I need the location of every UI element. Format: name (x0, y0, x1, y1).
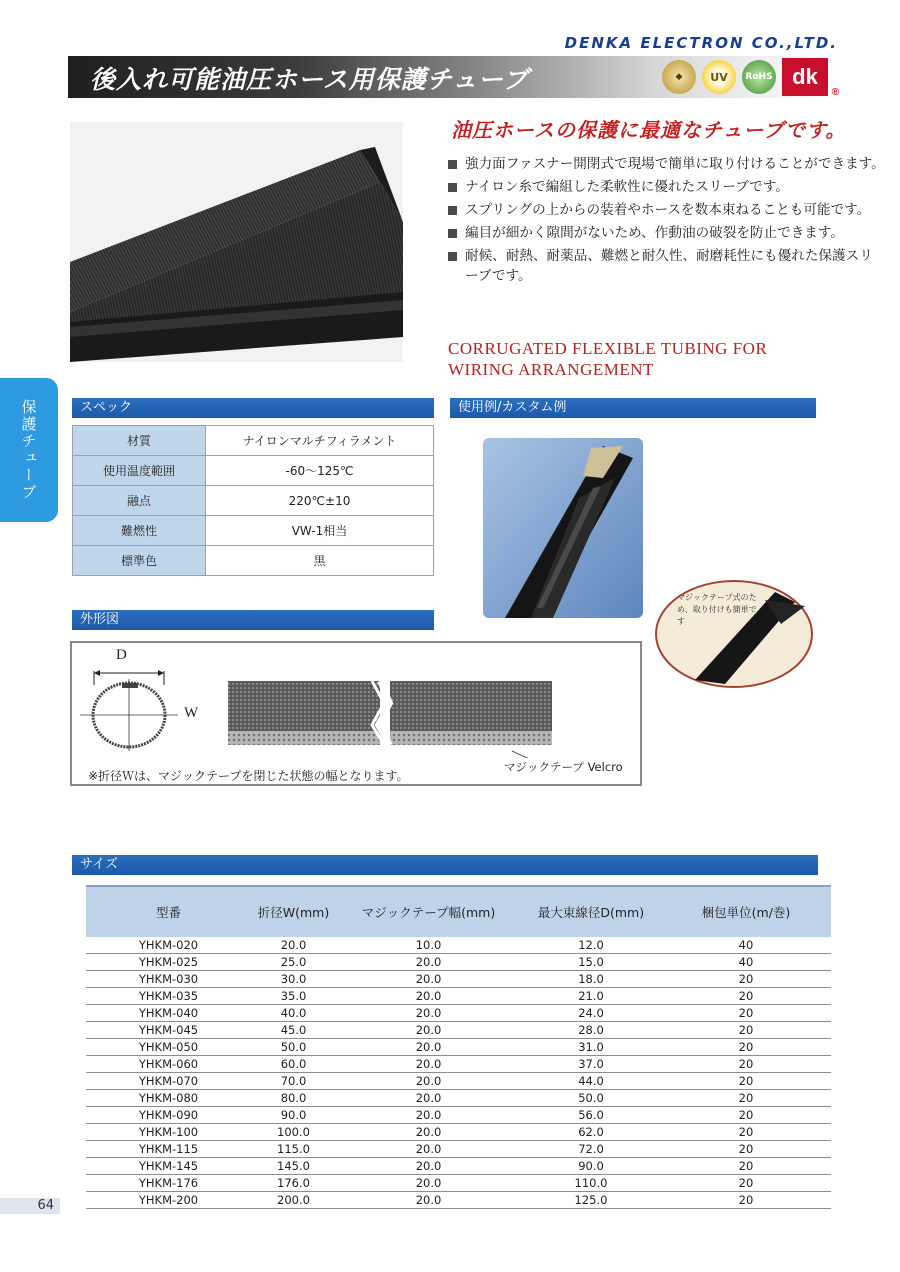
cell-velcro-width: 20.0 (415, 1057, 442, 1071)
cell-velcro-width: 20.0 (415, 1074, 442, 1088)
certification-badges (662, 58, 839, 98)
cell-package-unit: 20 (738, 1159, 754, 1173)
cell-velcro-width: 20.0 (415, 1006, 442, 1020)
cell-package-unit: 20 (738, 1125, 754, 1139)
registered-mark: ® (831, 87, 839, 98)
cell-velcro-width: 20.0 (415, 989, 442, 1003)
cell-package-unit: 20 (738, 1108, 754, 1122)
cell-model: YHKM-080 (138, 1091, 199, 1105)
size-heading: サイズ (72, 855, 818, 875)
cell-max-diameter: 28.0 (578, 1023, 604, 1037)
spec-key: 標準色 (73, 546, 206, 576)
cell-package-unit: 20 (738, 1057, 754, 1071)
spec-heading: スペック (72, 398, 434, 418)
cell-model: YHKM-050 (138, 1040, 199, 1054)
cell-velcro-width: 20.0 (415, 955, 442, 969)
feature-item: 強力面ファスナー開閉式で現場で簡単に取り付けることができます。 (446, 154, 886, 174)
velcro-label: マジックテープ Velcro (504, 760, 623, 774)
spec-value: VW-1相当 (206, 516, 434, 546)
spec-row (73, 456, 434, 486)
spec-value: -60～125℃ (206, 456, 434, 486)
usage-callout: マジックテープ式のため、取り付けも簡単です (677, 593, 757, 626)
spec-row (73, 426, 434, 456)
cell-model: YHKM-060 (138, 1057, 199, 1071)
cell-velcro-width: 20.0 (415, 972, 442, 986)
cell-width: 20.0 (280, 938, 307, 952)
cell-width: 115.0 (277, 1142, 310, 1156)
dk-logo (782, 58, 839, 98)
cell-width: 176.0 (277, 1176, 310, 1190)
size-table-body (86, 937, 831, 1209)
cell-width: 50.0 (280, 1040, 307, 1054)
cell-package-unit: 20 (738, 1142, 754, 1156)
outline-drawing (72, 643, 640, 758)
title-bar (68, 56, 839, 98)
cell-package-unit: 20 (738, 1074, 754, 1088)
cell-package-unit: 40 (738, 938, 754, 952)
cell-model: YHKM-020 (138, 938, 199, 952)
table-row (86, 1175, 831, 1192)
col-header-package-unit: 梱包単位(m/巻) (701, 905, 791, 920)
spec-key: 材質 (73, 426, 206, 456)
cell-max-diameter: 12.0 (578, 938, 604, 952)
usage-photo-hose (483, 438, 643, 618)
table-row (86, 1056, 831, 1073)
quality-badge: ◆ (662, 60, 696, 94)
cell-width: 30.0 (280, 972, 307, 986)
page-number: 64 (0, 1198, 60, 1214)
cell-max-diameter: 21.0 (578, 989, 604, 1003)
feature-item: 編目が細かく隙間がないため、作動油の破裂を防止できます。 (446, 223, 886, 243)
dk-logo-text: dk (792, 64, 818, 89)
cell-model: YHKM-100 (138, 1125, 199, 1139)
cell-velcro-width: 20.0 (415, 1193, 442, 1207)
cell-velcro-width: 20.0 (415, 1176, 442, 1190)
cell-width: 45.0 (280, 1023, 307, 1037)
cell-package-unit: 20 (738, 1040, 754, 1054)
cell-package-unit: 20 (738, 1023, 754, 1037)
table-row (86, 1141, 831, 1158)
sleeve-illustration (70, 122, 403, 362)
feature-list (446, 154, 886, 289)
cell-package-unit: 40 (738, 955, 754, 969)
col-header-model: 型番 (155, 905, 181, 920)
feature-item: スプリングの上からの装着やホースを数本束ねることも可能です。 (446, 200, 886, 220)
outline-heading: 外形図 (72, 610, 434, 630)
spec-table (72, 425, 434, 576)
col-header-velcro-width: マジックテープ幅(mm) (361, 905, 496, 920)
cell-width: 90.0 (280, 1108, 307, 1122)
cell-package-unit: 20 (738, 1006, 754, 1020)
cell-max-diameter: 24.0 (578, 1006, 604, 1020)
size-table-header (86, 885, 831, 937)
cell-model: YHKM-045 (138, 1023, 199, 1037)
english-line-1: CORRUGATED FLEXIBLE TUBING FOR (448, 339, 768, 358)
cell-model: YHKM-115 (138, 1142, 199, 1156)
cell-model: YHKM-040 (138, 1006, 199, 1020)
cell-model: YHKM-070 (138, 1074, 199, 1088)
cell-width: 60.0 (280, 1057, 307, 1071)
table-row (86, 1192, 831, 1209)
cell-max-diameter: 72.0 (578, 1142, 604, 1156)
cell-max-diameter: 110.0 (574, 1176, 608, 1190)
table-row (86, 988, 831, 1005)
outline-diagram (70, 641, 642, 786)
side-tab-protection-tube[interactable]: 保護チューブ (0, 378, 58, 522)
cell-velcro-width: 10.0 (415, 938, 442, 952)
feature-item: 耐候、耐熱、耐薬品、難燃と耐久性、耐磨耗性にも優れた保護スリーブです。 (446, 246, 886, 286)
label-w: W (184, 705, 199, 721)
usage-heading: 使用例/カスタム例 (450, 398, 816, 418)
spec-row (73, 486, 434, 516)
table-row (86, 1090, 831, 1107)
cell-package-unit: 20 (738, 1091, 754, 1105)
spec-value: 黒 (206, 546, 434, 576)
size-table (86, 885, 831, 1209)
cell-model: YHKM-025 (138, 955, 199, 969)
cell-package-unit: 20 (738, 989, 754, 1003)
cell-width: 40.0 (280, 1006, 307, 1020)
usage-photo-velcro (655, 580, 813, 688)
cell-max-diameter: 90.0 (578, 1159, 604, 1173)
table-row (86, 1073, 831, 1090)
cell-package-unit: 20 (738, 1193, 754, 1207)
spec-key: 融点 (73, 486, 206, 516)
cell-width: 25.0 (280, 955, 307, 969)
cell-width: 35.0 (280, 989, 307, 1003)
spec-value: ナイロンマルチフィラメント (206, 426, 434, 456)
cell-velcro-width: 20.0 (415, 1142, 442, 1156)
spec-value: 220℃±10 (206, 486, 434, 516)
cell-velcro-width: 20.0 (415, 1091, 442, 1105)
cell-max-diameter: 125.0 (574, 1193, 608, 1207)
table-row (86, 937, 831, 954)
tagline: 油圧ホースの保護に最適なチューブです。 (451, 118, 847, 142)
cell-max-diameter: 50.0 (578, 1091, 604, 1105)
cell-max-diameter: 44.0 (578, 1074, 604, 1088)
cell-max-diameter: 18.0 (578, 972, 604, 986)
cell-velcro-width: 20.0 (415, 1108, 442, 1122)
spec-key: 難燃性 (73, 516, 206, 546)
cell-max-diameter: 31.0 (578, 1040, 604, 1054)
cell-width: 80.0 (280, 1091, 307, 1105)
col-header-width: 折径W(mm) (257, 905, 330, 920)
label-d: D (116, 647, 127, 663)
table-row (86, 1005, 831, 1022)
cell-width: 145.0 (277, 1159, 310, 1173)
cell-velcro-width: 20.0 (415, 1040, 442, 1054)
cell-model: YHKM-090 (138, 1108, 199, 1122)
cell-package-unit: 20 (738, 972, 754, 986)
cell-max-diameter: 62.0 (578, 1125, 604, 1139)
table-row (86, 954, 831, 971)
spec-row (73, 546, 434, 576)
cell-width: 70.0 (280, 1074, 307, 1088)
table-row (86, 1158, 831, 1175)
cell-model: YHKM-176 (138, 1176, 199, 1190)
cell-model: YHKM-200 (138, 1193, 199, 1207)
company-name: DENKA ELECTRON CO.,LTD. (564, 34, 838, 52)
cell-max-diameter: 56.0 (578, 1108, 604, 1122)
cell-width: 100.0 (277, 1125, 310, 1139)
cell-model: YHKM-035 (138, 989, 199, 1003)
cell-model: YHKM-145 (138, 1159, 199, 1173)
page-title: 後入れ可能油圧ホース用保護チューブ (90, 65, 529, 94)
cell-max-diameter: 37.0 (578, 1057, 604, 1071)
cell-max-diameter: 15.0 (578, 955, 604, 969)
col-header-max-diameter: 最大束線径D(mm) (537, 905, 645, 920)
english-description (448, 338, 767, 380)
cell-velcro-width: 20.0 (415, 1125, 442, 1139)
rohs-badge: RoHS (742, 60, 776, 94)
cell-width: 200.0 (277, 1193, 310, 1207)
product-photo (70, 122, 403, 362)
cell-velcro-width: 20.0 (415, 1159, 442, 1173)
table-row (86, 971, 831, 988)
uv-badge: UV (702, 60, 736, 94)
cell-package-unit: 20 (738, 1176, 754, 1190)
table-row (86, 1022, 831, 1039)
table-row (86, 1124, 831, 1141)
spec-key: 使用温度範囲 (73, 456, 206, 486)
outline-note: ※折径Ｗは、マジックテープを閉じた状態の幅となります。 (88, 769, 409, 783)
feature-item: ナイロン糸で編組した柔軟性に優れたスリーブです。 (446, 177, 886, 197)
table-row (86, 1107, 831, 1124)
table-row (86, 1039, 831, 1056)
cell-model: YHKM-030 (138, 972, 199, 986)
spec-row (73, 516, 434, 546)
english-line-2: WIRING ARRANGEMENT (448, 360, 654, 379)
cell-velcro-width: 20.0 (415, 1023, 442, 1037)
